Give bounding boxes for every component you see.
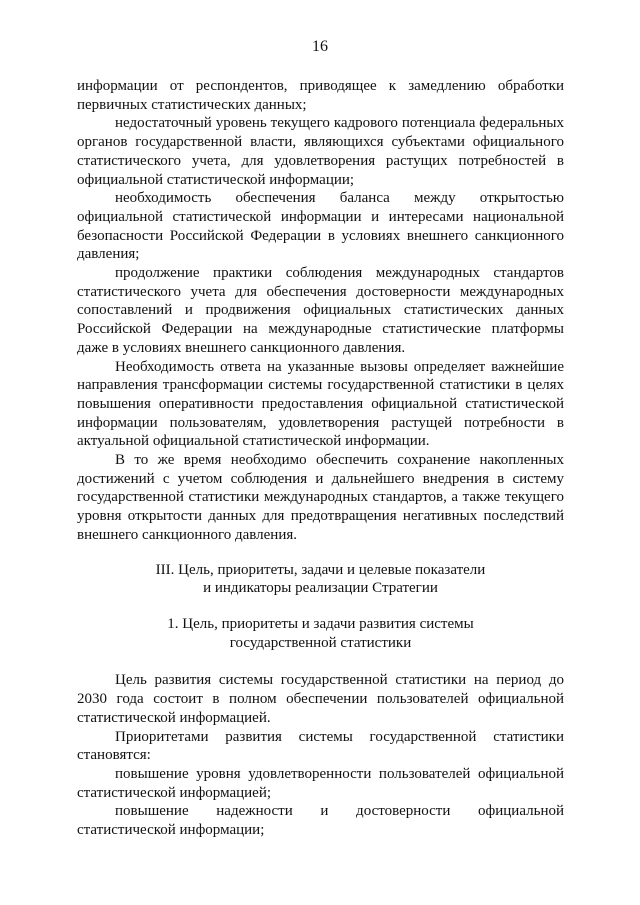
paragraph-staff-potential: недостаточный уровень текущего кадрового потенциала федеральных органов государственной власти, являющихся субъектами официального статистического учета, для удовлетворения растущих потребностей в официальной статистической информации; (77, 115, 564, 188)
paragraph-international-standards: продолжение практики соблюдения международных стандартов статистического учета для обеспечения достоверности международных сопоставлений и продвижения официальных статистических данных Российской Федерации на международные статистические платформы даже в условиях внешнего санкционного давления. (77, 265, 564, 356)
section-heading (77, 561, 564, 598)
section-heading-line-2: и индикаторы реализации Стратегии (203, 580, 438, 597)
paragraph-preserve-achievements: В то же время необходимо обеспечить сохранение накопленных достижений с учетом соблюдения и дальнейшего внедрения в систему государственной статистики международных стандартов, а также текущего уровня открытости данных для предотвращения негативных последствий внешнего санкционного давления. (77, 452, 564, 543)
paragraph-openness-balance: необходимость обеспечения баланса между открытостью официальной статистической информации и интересами национальной безопасности Российской Федерации в условиях внешнего санкционного давления; (77, 190, 564, 263)
page-number: 16 (312, 38, 328, 55)
paragraph-priorities-intro: Приоритетами развития системы государственной статистики становятся: (77, 728, 564, 764)
paragraph-priority-satisfaction: повышение уровня удовлетворенности пользователей официальной статистической информацией; (77, 765, 564, 801)
paragraph-development-goal: Цель развития системы государственной статистики на период до 2030 года состоит в полном обеспечении пользователей официальной статистической информацией. (77, 672, 564, 726)
paragraph-response-directions: Необходимость ответа на указанные вызовы определяет важнейшие направления трансформации системы государственной статистики в целях повышения оперативности предоставления официальной статистической информации пользователям, удовлетворения растущей потребности в актуальной официальной статистической информации. (77, 358, 564, 450)
subsection-heading-line-1: 1. Цель, приоритеты и задачи развития системы (167, 615, 474, 632)
paragraph-priority-reliability: повышение надежности и достоверности официальной статистической информации; (77, 803, 564, 839)
subsection-heading (77, 615, 564, 652)
document-body (77, 77, 564, 840)
subsection-heading-line-2: государственной статистики (229, 634, 412, 651)
section-heading-line-1: III. Цель, приоритеты, задачи и целевые показатели (155, 561, 486, 578)
paragraph-respondent-info: информации от респондентов, приводящее к замедлению обработки первичных статистических данных; (77, 78, 564, 113)
